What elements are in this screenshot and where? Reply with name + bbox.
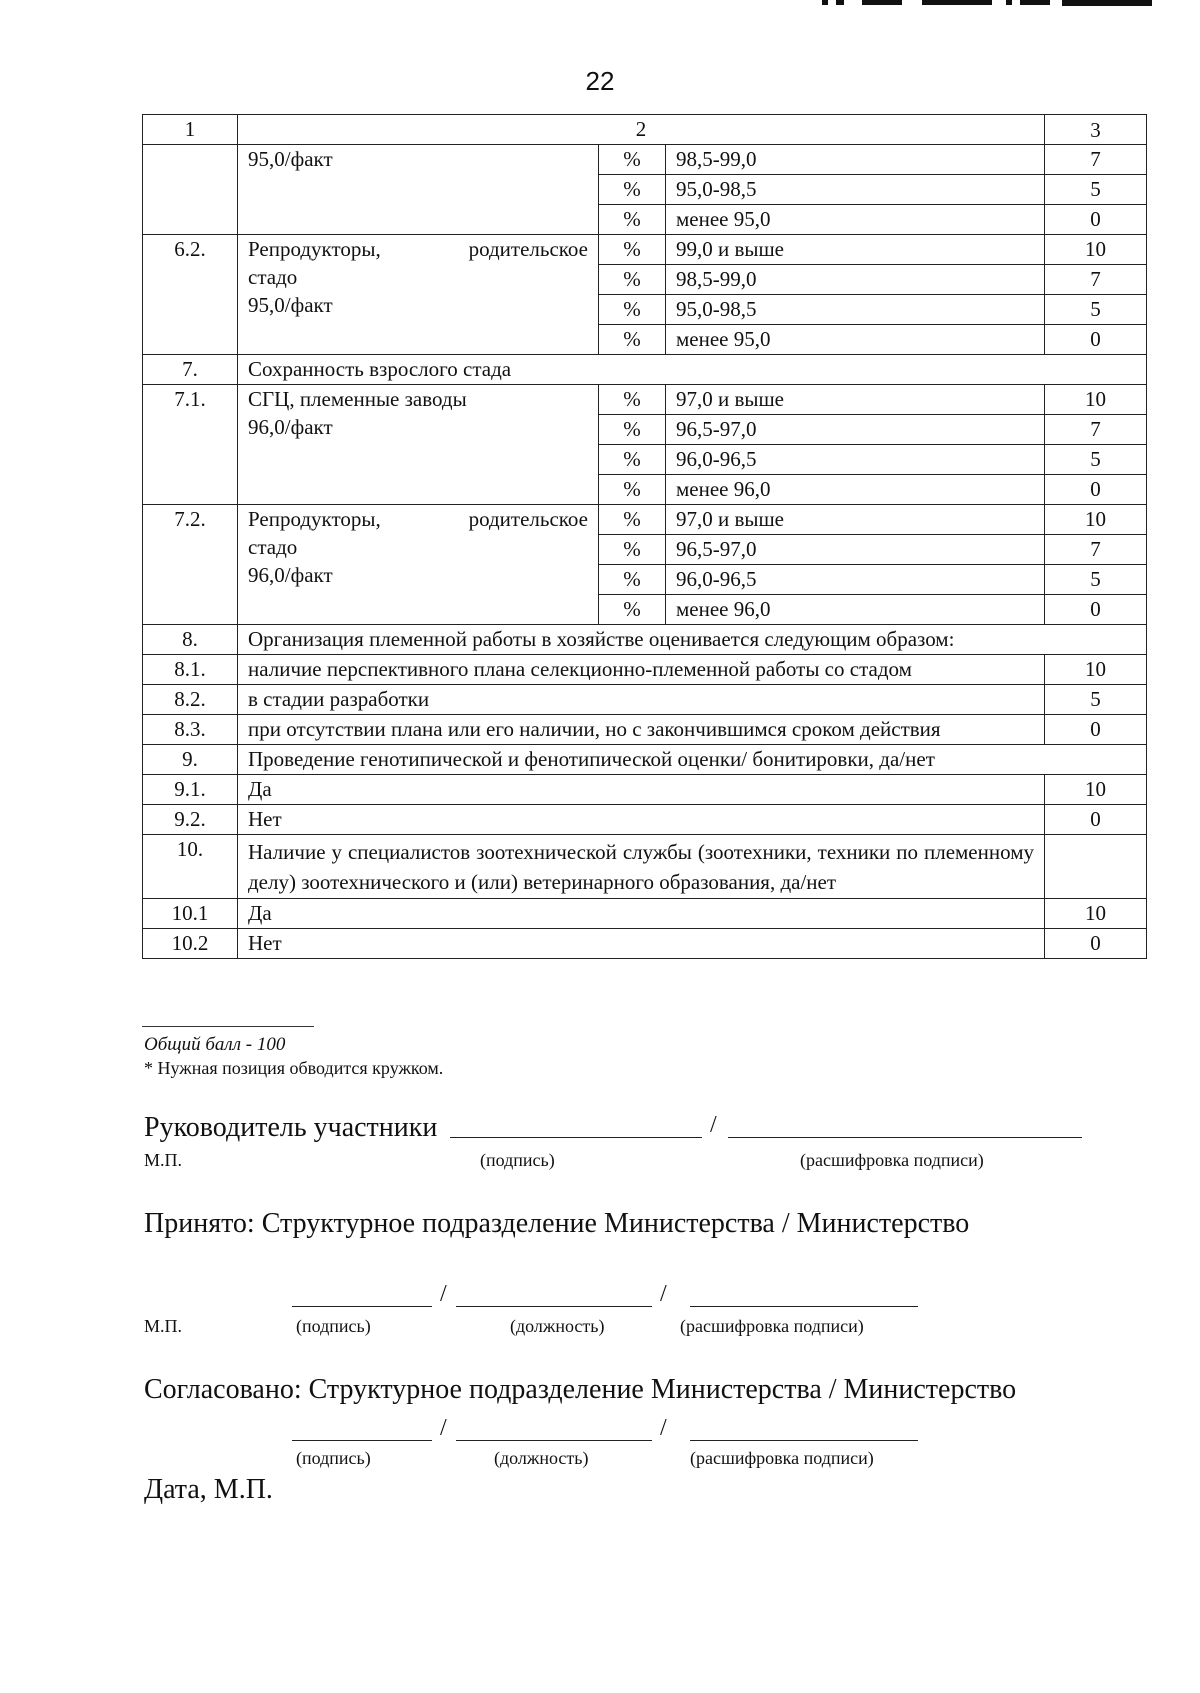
score-cell: 5	[1045, 175, 1147, 205]
range-cell: 98,5-99,0	[666, 145, 1045, 175]
mp-label: М.П.	[144, 1316, 183, 1336]
row-number: 6.2.	[143, 235, 238, 355]
footnote-divider	[142, 1026, 314, 1027]
table-row	[143, 899, 1147, 929]
range-cell: 99,0 и выше	[666, 235, 1045, 265]
unit-cell: %	[599, 175, 666, 205]
desc-line: 95,0/факт	[248, 293, 333, 317]
unit-cell: %	[599, 205, 666, 235]
row-description: при отсутствии плана или его наличии, но с закончившимся сроком действия	[238, 715, 1045, 745]
signature-caption: (подпись)	[480, 1150, 555, 1170]
unit-cell: %	[599, 295, 666, 325]
desc-line: Репродукторы, родительское	[248, 237, 588, 261]
unit-cell: %	[599, 505, 666, 535]
row-number: 10.1	[143, 899, 238, 929]
range-cell: 96,0-96,5	[666, 445, 1045, 475]
decoding-caption: (расшифровка подписи)	[680, 1316, 864, 1336]
range-cell: менее 96,0	[666, 475, 1045, 505]
header-col-1: 1	[143, 115, 238, 145]
table-row	[143, 385, 1147, 415]
date-mp-label: Дата, М.П.	[144, 1474, 273, 1505]
slash: /	[660, 1415, 667, 1441]
desc-line: стадо	[248, 535, 298, 559]
unit-cell: %	[599, 475, 666, 505]
row-description	[238, 385, 599, 505]
range-cell: 97,0 и выше	[666, 385, 1045, 415]
desc-line: стадо	[248, 265, 298, 289]
row-description: Сохранность взрослого стада	[238, 355, 1147, 385]
range-cell: менее 96,0	[666, 595, 1045, 625]
score-cell: 5	[1045, 685, 1147, 715]
row-number: 8.	[143, 625, 238, 655]
row-number: 8.3.	[143, 715, 238, 745]
table-row	[143, 775, 1147, 805]
row-number: 9.	[143, 745, 238, 775]
row-description	[238, 505, 599, 625]
table-row	[143, 715, 1147, 745]
unit-cell: %	[599, 535, 666, 565]
signature-line	[292, 1440, 432, 1441]
table-row	[143, 745, 1147, 775]
row-description	[238, 235, 599, 355]
score-cell: 0	[1045, 805, 1147, 835]
slash: /	[710, 1112, 717, 1138]
score-cell	[1045, 835, 1147, 899]
score-cell: 10	[1045, 385, 1147, 415]
score-cell: 10	[1045, 655, 1147, 685]
row-number	[143, 145, 238, 235]
range-cell: 95,0-98,5	[666, 175, 1045, 205]
row-description: Проведение генотипической и фенотипической оценки/ бонитировки, да/нет	[238, 745, 1147, 775]
table-row	[143, 355, 1147, 385]
row-number: 9.2.	[143, 805, 238, 835]
table-row	[143, 505, 1147, 535]
unit-cell: %	[599, 415, 666, 445]
row-number: 7.1.	[143, 385, 238, 505]
header-col-3: 3	[1045, 115, 1147, 145]
score-cell: 0	[1045, 475, 1147, 505]
decoding-line	[728, 1137, 1082, 1138]
score-cell: 7	[1045, 415, 1147, 445]
unit-cell: %	[599, 385, 666, 415]
row-description: Организация племенной работы в хозяйстве оценивается следующим образом:	[238, 625, 1147, 655]
page-number: 22	[585, 66, 615, 96]
unit-cell: %	[599, 595, 666, 625]
score-cell: 5	[1045, 445, 1147, 475]
position-caption: (должность)	[494, 1448, 589, 1468]
decoding-line	[690, 1440, 918, 1441]
total-score: Общий балл - 100	[144, 1034, 286, 1055]
row-number: 7.2.	[143, 505, 238, 625]
score-cell: 7	[1045, 145, 1147, 175]
signature-line	[292, 1306, 432, 1307]
score-cell: 7	[1045, 265, 1147, 295]
desc-line: СГЦ, племенные заводы	[248, 387, 467, 411]
header-col-2: 2	[238, 115, 1045, 145]
scan-artifact	[822, 0, 1152, 6]
row-number: 8.1.	[143, 655, 238, 685]
score-cell: 0	[1045, 595, 1147, 625]
mp-label: М.П.	[144, 1150, 183, 1170]
row-description: Нет	[238, 805, 1045, 835]
range-cell: 96,5-97,0	[666, 415, 1045, 445]
unit-cell: %	[599, 145, 666, 175]
row-number: 10.	[143, 835, 238, 899]
table-header-row	[143, 115, 1147, 145]
row-description: в стадии разработки	[238, 685, 1045, 715]
scoring-table	[142, 114, 1147, 959]
row-description: Да	[238, 899, 1045, 929]
decoding-line	[690, 1306, 918, 1307]
score-cell: 10	[1045, 899, 1147, 929]
score-cell: 0	[1045, 325, 1147, 355]
score-cell: 5	[1045, 565, 1147, 595]
range-cell: 96,5-97,0	[666, 535, 1045, 565]
score-cell: 0	[1045, 929, 1147, 959]
score-cell: 10	[1045, 775, 1147, 805]
row-description: Нет	[238, 929, 1045, 959]
row-description	[238, 835, 1045, 899]
range-cell: 95,0-98,5	[666, 295, 1045, 325]
range-cell: менее 95,0	[666, 205, 1045, 235]
score-cell: 7	[1045, 535, 1147, 565]
unit-cell: %	[599, 565, 666, 595]
agreed-label: Согласовано: Структурное подразделение Министерства / Министерство	[144, 1374, 1017, 1405]
score-cell: 10	[1045, 235, 1147, 265]
row-number: 8.2.	[143, 685, 238, 715]
slash: /	[440, 1415, 447, 1441]
desc-line: 96,0/факт	[248, 563, 333, 587]
unit-cell: %	[599, 265, 666, 295]
table-row	[143, 625, 1147, 655]
score-cell: 10	[1045, 505, 1147, 535]
range-cell: 96,0-96,5	[666, 565, 1045, 595]
row-number: 9.1.	[143, 775, 238, 805]
decoding-caption: (расшифровка подписи)	[690, 1448, 874, 1468]
score-cell: 5	[1045, 295, 1147, 325]
position-caption: (должность)	[510, 1316, 605, 1336]
table-row	[143, 655, 1147, 685]
row-description: наличие перспективного плана селекционно-племенной работы со стадом	[238, 655, 1045, 685]
table-row	[143, 685, 1147, 715]
footnote: * Нужная позиция обводится кружком.	[144, 1058, 444, 1078]
slash: /	[440, 1281, 447, 1307]
decoding-caption: (расшифровка подписи)	[800, 1150, 984, 1170]
range-cell: 98,5-99,0	[666, 265, 1045, 295]
table-row	[143, 805, 1147, 835]
row-description: 95,0/факт	[238, 145, 599, 235]
desc-line: Репродукторы, родительское	[248, 507, 588, 531]
unit-cell: %	[599, 445, 666, 475]
range-cell: менее 95,0	[666, 325, 1045, 355]
row-number: 10.2	[143, 929, 238, 959]
table-row	[143, 145, 1147, 175]
signature-caption: (подпись)	[296, 1448, 371, 1468]
row-number: 7.	[143, 355, 238, 385]
row-description: Да	[238, 775, 1045, 805]
desc-line: 96,0/факт	[248, 415, 333, 439]
head-label: Руководитель участники	[144, 1112, 438, 1143]
score-cell: 0	[1045, 205, 1147, 235]
signature-caption: (подпись)	[296, 1316, 371, 1336]
unit-cell: %	[599, 235, 666, 265]
unit-cell: %	[599, 325, 666, 355]
range-cell: 97,0 и выше	[666, 505, 1045, 535]
signature-line	[450, 1137, 702, 1138]
slash: /	[660, 1281, 667, 1307]
position-line	[456, 1440, 652, 1441]
table-row	[143, 835, 1147, 899]
position-line	[456, 1306, 652, 1307]
score-cell: 0	[1045, 715, 1147, 745]
table-row	[143, 235, 1147, 265]
accepted-label: Принято: Структурное подразделение Министерства / Министерство	[144, 1208, 970, 1239]
table-row	[143, 929, 1147, 959]
row-description-text: Наличие у специалистов зоотехнической службы (зоотехники, техники по племенному делу) зоотехнического и (или) ветеринарного образования, да/нет	[248, 840, 1034, 894]
